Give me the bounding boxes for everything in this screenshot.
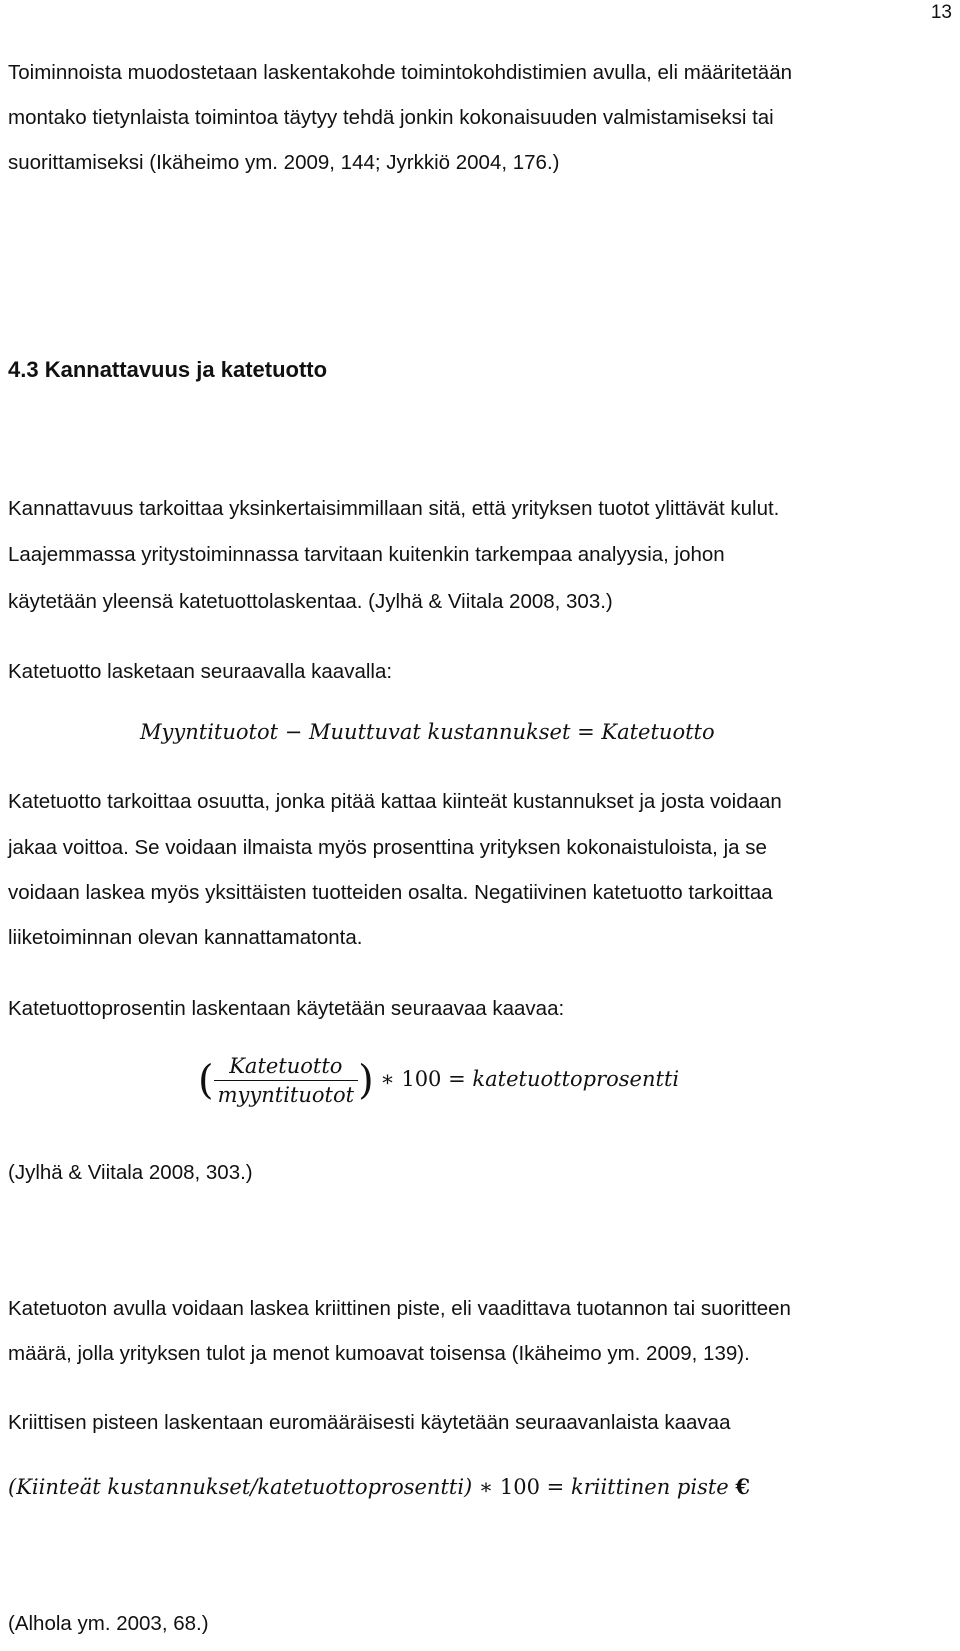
formula-term: Muuttuvat kustannukset [309, 720, 571, 744]
paragraph-katetuotto-intro: Katetuotto lasketaan seuraavalla kaavalla: [8, 660, 393, 683]
formula-equals: = [577, 720, 595, 744]
text-line: Katetuotto tarkoittaa osuutta, jonka pitää kattaa kiinteät kustannukset ja josta voidaan [8, 790, 782, 813]
paragraph-kriittinen-intro: Kriittisen pisteen laskentaan euromääräisesti käytetään seuraavanlaista kaavaa [8, 1411, 731, 1434]
citation: (Jylhä & Viitala 2008, 303.) [8, 1161, 253, 1184]
text-line: voidaan laskea myös yksittäisten tuotteiden osalta. Negatiivinen katetuotto tarkoittaa [8, 881, 773, 904]
euro-unit: € [735, 1474, 751, 1499]
formula-result: Katetuotto [601, 720, 715, 744]
formula-katetuotto [140, 720, 715, 744]
text-line: käytetään yleensä katetuottolaskentaa. (Jylhä & Viitala 2008, 303.) [8, 590, 613, 613]
formula-operator: − [284, 720, 303, 744]
formula-equals: = [448, 1067, 466, 1091]
section-heading: 4.3 Kannattavuus ja katetuotto [8, 357, 328, 382]
text-line: Kannattavuus tarkoittaa yksinkertaisimmillaan sitä, että yrityksen tuotot ylittävät kulut. [8, 497, 780, 520]
formula-operator: ∗ [380, 1067, 395, 1091]
formula-result: katetuottoprosentti [472, 1067, 680, 1091]
text-line: määrä, jolla yrityksen tulot ja menot kumoavat toisensa (Ikäheimo ym. 2009, 139). [8, 1342, 750, 1365]
fraction-denominator: myyntituotot [217, 1083, 355, 1107]
formula-katetuottoprosentti: ( $\frac{\text{Katetuotto}}{\text{myyntituotot}}$ ) ∗ 100 = katetuottoprosentti [198, 1054, 680, 1107]
formula-equals: = [546, 1475, 565, 1499]
formula-term: (Kiinteät kustannukset/katetuottoprosentti) [8, 1475, 473, 1499]
citation: (Alhola ym. 2003, 68.) [8, 1612, 209, 1635]
formula-kriittinen-piste [8, 1474, 750, 1499]
text-line: Katetuoton avulla voidaan laskea kriittinen piste, eli vaadittava tuotannon tai suoritteen [8, 1297, 791, 1320]
text-line: Toiminnoista muodostetaan laskentakohde toimintokohdistimien avulla, eli määritetään [8, 61, 792, 84]
formula-term: Myyntituotot [140, 720, 279, 744]
text-line: Laajemmassa yritystoiminnassa tarvitaan kuitenkin tarkempaa analyysia, johon [8, 543, 725, 566]
formula-factor: 100 [499, 1475, 540, 1499]
paragraph-prosentti-intro: Katetuottoprosentin laskentaan käytetään seuraavaa kaavaa: [8, 997, 565, 1020]
formula-fraction [214, 1054, 358, 1107]
formula-operator: ∗ [478, 1475, 494, 1499]
text-line: jakaa voittoa. Se voidaan ilmaista myös prosenttina yrityksen kokonaistuloista, ja se [8, 836, 767, 859]
text-line: liiketoiminnan olevan kannattamatonta. [8, 926, 363, 949]
text-line: montako tietynlaista toimintoa täytyy tehdä jonkin kokonaisuuden valmistamiseksi tai [8, 106, 774, 129]
formula-result: kriittinen piste [570, 1475, 729, 1499]
text-line: suorittamiseksi (Ikäheimo ym. 2009, 144; Jyrkkiö 2004, 176.) [8, 151, 560, 174]
page-number: 13 [930, 2, 952, 23]
formula-factor: 100 [401, 1067, 442, 1091]
fraction-numerator: Katetuotto [214, 1054, 358, 1081]
